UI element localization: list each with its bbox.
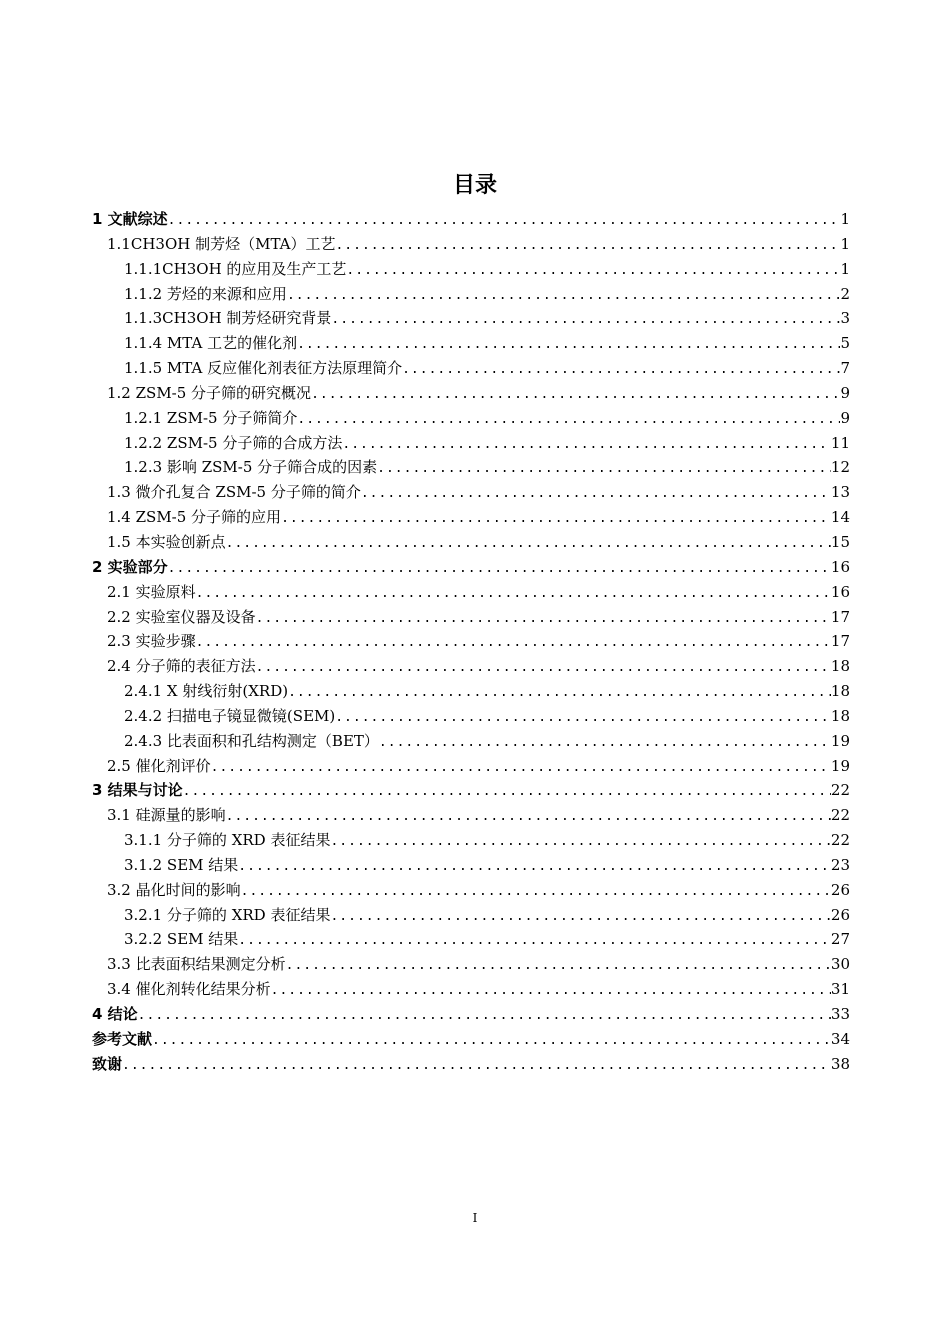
- toc-entry-label: 3.1.1 分子筛的 XRD 表征结果: [124, 831, 331, 850]
- toc-entry[interactable]: [92, 904, 850, 929]
- toc-entry-page-number: 5: [840, 334, 850, 353]
- dot-leader: [311, 387, 840, 402]
- dot-leader: [196, 586, 831, 601]
- dot-leader: [402, 362, 840, 377]
- toc-entry[interactable]: [92, 606, 850, 631]
- dot-leader: [256, 611, 831, 626]
- dot-leader: [281, 511, 831, 526]
- toc-entry-page-number: 18: [830, 706, 850, 725]
- toc-entry[interactable]: [92, 854, 850, 879]
- toc-entry-label: 1.1.5 MTA 反应催化剂表征方法原理简介: [124, 359, 403, 378]
- toc-entry-page-number: 34: [830, 1029, 850, 1048]
- dot-leader: [196, 635, 831, 650]
- toc-entry-label: 4 结论: [92, 1005, 138, 1023]
- toc-entry[interactable]: [92, 581, 850, 606]
- dot-leader: [297, 412, 840, 427]
- dot-leader: [346, 263, 840, 278]
- dot-leader: [286, 958, 831, 973]
- dot-leader: [238, 933, 831, 948]
- dot-leader: [377, 461, 831, 476]
- toc-entry-page-number: 9: [840, 408, 850, 427]
- toc-entry-label: 1.1.2 芳烃的来源和应用: [124, 284, 287, 303]
- toc-entry-label: 1.4 ZSM-5 分子筛的应用: [107, 508, 282, 527]
- toc-entry[interactable]: [92, 804, 850, 829]
- toc-entry[interactable]: [92, 1003, 850, 1028]
- toc-entry-page-number: 33: [830, 1005, 850, 1023]
- table-of-contents: [92, 208, 850, 1078]
- toc-entry-label: 1.1.4 MTA 工艺的催化剂: [124, 334, 298, 353]
- toc-entry-label: 2.4.3 比表面积和孔结构测定（BET）: [124, 731, 379, 750]
- toc-entry-page-number: 11: [830, 433, 850, 452]
- dot-leader: [183, 784, 831, 799]
- toc-entry-page-number: 26: [830, 880, 850, 899]
- dot-leader: [287, 288, 841, 303]
- toc-entry[interactable]: [92, 1028, 850, 1053]
- toc-entry[interactable]: [92, 1053, 850, 1078]
- toc-entry[interactable]: [92, 332, 850, 357]
- dot-leader: [330, 909, 830, 924]
- dot-leader: [122, 1058, 831, 1073]
- toc-entry-label: 3.2.1 分子筛的 XRD 表征结果: [124, 905, 331, 924]
- dot-leader: [342, 437, 831, 452]
- toc-entry-page-number: 18: [830, 682, 850, 701]
- page-number: I: [472, 1211, 478, 1225]
- dot-leader: [330, 834, 830, 849]
- toc-entry-label: 1.2.1 ZSM-5 分子筛简介: [124, 408, 298, 427]
- toc-entry-label: 3.1 硅源量的影响: [107, 806, 226, 825]
- toc-entry[interactable]: [92, 779, 850, 804]
- dot-leader: [379, 735, 831, 750]
- toc-entry-label: 2.4 分子筛的表征方法: [107, 657, 256, 676]
- toc-entry[interactable]: [92, 953, 850, 978]
- dot-leader: [168, 561, 831, 576]
- dot-leader: [152, 1033, 831, 1048]
- toc-entry-page-number: 2: [840, 284, 850, 303]
- toc-entry-label: 1.5 本实验创新点: [107, 532, 226, 551]
- toc-entry-page-number: 18: [830, 657, 850, 676]
- toc-entry[interactable]: [92, 655, 850, 680]
- toc-entry-page-number: 22: [830, 781, 850, 800]
- toc-entry[interactable]: [92, 481, 850, 506]
- toc-entry-page-number: 31: [830, 980, 850, 999]
- toc-entry[interactable]: [92, 307, 850, 332]
- toc-entry-page-number: 16: [830, 557, 850, 576]
- toc-entry-label: 3.3 比表面积结果测定分析: [107, 955, 286, 974]
- toc-entry[interactable]: [92, 357, 850, 382]
- dot-leader: [226, 536, 831, 551]
- toc-entry[interactable]: [92, 829, 850, 854]
- toc-entry-page-number: 7: [840, 359, 850, 378]
- toc-entry-page-number: 15: [830, 532, 850, 551]
- toc-entry-page-number: 14: [830, 508, 850, 527]
- dot-leader: [226, 809, 831, 824]
- toc-entry-page-number: 1: [840, 210, 850, 228]
- toc-entry-label: 1.2.3 影响 ZSM-5 分子筛合成的因素: [124, 458, 378, 477]
- toc-entry-label: 参考文献: [92, 1029, 153, 1048]
- toc-entry-page-number: 30: [830, 955, 850, 974]
- toc-entry-label: 1.3 微介孔复合 ZSM-5 分子筛的简介: [107, 483, 361, 502]
- toc-entry[interactable]: [92, 755, 850, 780]
- toc-entry[interactable]: [92, 630, 850, 655]
- toc-entry[interactable]: [92, 382, 850, 407]
- toc-entry[interactable]: [92, 432, 850, 457]
- toc-entry[interactable]: [92, 556, 850, 581]
- page-title: 目录: [452, 173, 497, 198]
- toc-entry-label: 1.1CH3OH 制芳烃（MTA）工艺: [107, 234, 336, 253]
- dot-leader: [271, 983, 831, 998]
- toc-entry[interactable]: [92, 283, 850, 308]
- toc-entry-label: 致谢: [92, 1054, 123, 1073]
- dot-leader: [238, 859, 831, 874]
- dot-leader: [256, 660, 831, 675]
- toc-entry[interactable]: [92, 879, 850, 904]
- toc-entry[interactable]: [92, 928, 850, 953]
- toc-entry[interactable]: [92, 978, 850, 1003]
- toc-entry-label: 2.5 催化剂评价: [107, 756, 211, 775]
- toc-entry-label: 1.2 ZSM-5 分子筛的研究概况: [107, 383, 312, 402]
- toc-entry[interactable]: [92, 456, 850, 481]
- toc-entry[interactable]: [92, 258, 850, 283]
- toc-entry[interactable]: [92, 730, 850, 755]
- toc-entry-page-number: 12: [830, 458, 850, 477]
- toc-entry-page-number: 27: [830, 930, 850, 949]
- dot-leader: [331, 312, 840, 327]
- toc-entry-label: 1 文献综述: [92, 210, 168, 228]
- toc-entry[interactable]: [92, 208, 850, 233]
- toc-entry[interactable]: [92, 705, 850, 730]
- dot-leader: [335, 238, 840, 253]
- toc-entry-page-number: 17: [830, 632, 850, 651]
- dot-leader: [138, 1008, 831, 1023]
- toc-entry-label: 2 实验部分: [92, 557, 168, 576]
- toc-entry-label: 2.2 实验室仪器及设备: [107, 607, 256, 626]
- toc-entry-label: 3 结果与讨论: [92, 781, 183, 800]
- toc-entry-page-number: 19: [830, 731, 850, 750]
- toc-entry-page-number: 38: [830, 1054, 850, 1073]
- toc-entry-label: 3.1.2 SEM 结果: [124, 855, 239, 874]
- dot-leader: [288, 685, 831, 700]
- toc-entry-label: 2.4.2 扫描电子镜显微镜(SEM): [124, 706, 336, 725]
- toc-entry-page-number: 22: [830, 831, 850, 850]
- toc-entry-label: 1.1.1CH3OH 的应用及生产工艺: [124, 259, 347, 278]
- toc-entry-page-number: 26: [830, 905, 850, 924]
- toc-entry-label: 1.2.2 ZSM-5 分子筛的合成方法: [124, 433, 343, 452]
- toc-entry-label: 3.2 晶化时间的影响: [107, 880, 241, 899]
- dot-leader: [168, 213, 841, 228]
- toc-entry-label: 2.4.1 X 射线衍射(XRD): [124, 682, 289, 701]
- toc-entry-page-number: 23: [830, 855, 850, 874]
- dot-leader: [241, 884, 831, 899]
- dot-leader: [211, 760, 831, 775]
- toc-entry-page-number: 9: [840, 383, 850, 402]
- toc-entry[interactable]: [92, 407, 850, 432]
- toc-entry[interactable]: [92, 506, 850, 531]
- toc-entry[interactable]: [92, 680, 850, 705]
- toc-entry-page-number: 3: [840, 309, 850, 328]
- toc-entry-page-number: 19: [830, 756, 850, 775]
- toc-entry-label: 3.4 催化剂转化结果分析: [107, 980, 271, 999]
- toc-entry-label: 1.1.3CH3OH 制芳烃研究背景: [124, 309, 332, 328]
- dot-leader: [335, 710, 831, 725]
- toc-entry-page-number: 1: [840, 234, 850, 253]
- toc-entry-label: 2.1 实验原料: [107, 582, 196, 601]
- toc-entry-page-number: 16: [830, 582, 850, 601]
- toc-entry-page-number: 1: [840, 259, 850, 278]
- dot-leader: [297, 337, 840, 352]
- toc-entry-page-number: 22: [830, 806, 850, 825]
- toc-entry-label: 3.2.2 SEM 结果: [124, 930, 239, 949]
- toc-entry-page-number: 17: [830, 607, 850, 626]
- toc-entry[interactable]: [92, 531, 850, 556]
- toc-entry-page-number: 13: [830, 483, 850, 502]
- dot-leader: [361, 486, 831, 501]
- toc-entry-label: 2.3 实验步骤: [107, 632, 196, 651]
- toc-entry[interactable]: [92, 233, 850, 258]
